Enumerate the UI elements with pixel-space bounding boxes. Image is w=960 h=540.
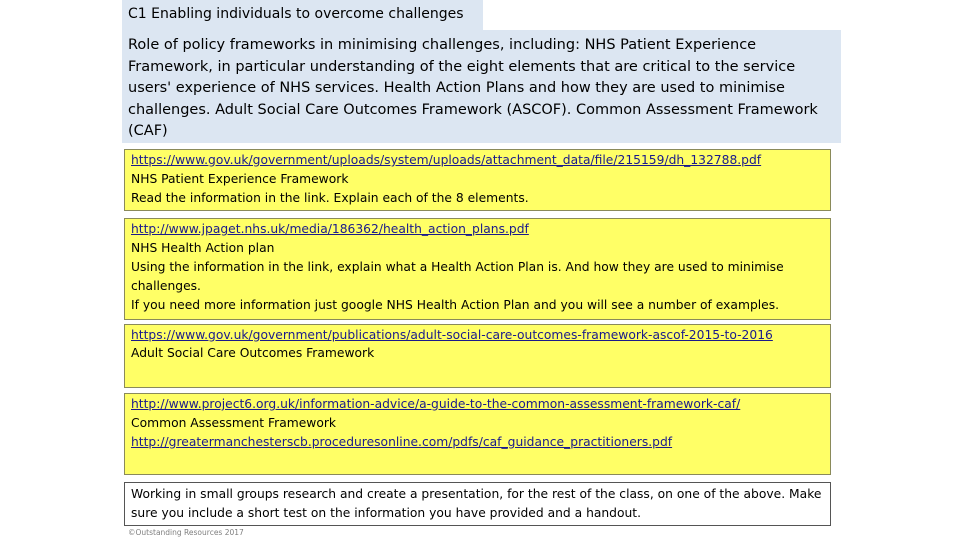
health-action-plan-instruction: Using the information in the link, explain what a Health Action Plan is. And how they are used to minimise challenges. bbox=[131, 260, 784, 293]
slide-title bbox=[122, 0, 483, 30]
slide-title-text: C1 Enabling individuals to overcome challenges bbox=[128, 6, 464, 22]
health-action-plan-link[interactable]: http://www.jpaget.nhs.uk/media/186362/health_action_plans.pdf bbox=[131, 222, 529, 236]
copyright-footer: ©Outstanding Resources 2017 bbox=[128, 528, 244, 537]
ascof-link[interactable]: https://www.gov.uk/government/publications/adult-social-care-outcomes-framework-ascof-2015-to-2016 bbox=[131, 328, 773, 342]
intro-box bbox=[122, 30, 841, 143]
health-action-plan-box bbox=[124, 218, 831, 320]
intro-text: Role of policy frameworks in minimising challenges, including: NHS Patient Experience Framework, in particular understanding of the eight elements that are critical to the service users' experience of NHS services. Health Action Plans and how they are used to minimise challenges. Adult Social Care Outcomes Framework (ASCOF). Common Assessment Framework (CAF) bbox=[128, 37, 818, 139]
caf-guidance-link[interactable]: http://greatermanchesterscb.proceduresonline.com/pdfs/caf_guidance_practitioners.pdf bbox=[131, 435, 673, 449]
ascof-box bbox=[124, 324, 831, 388]
caf-link[interactable]: http://www.project6.org.uk/information-advice/a-guide-to-the-common-assessment-framework-caf/ bbox=[131, 397, 741, 411]
task-text: Working in small groups research and create a presentation, for the rest of the class, on one of the above. Make sure you include a short test on the information you have provided and a handout. bbox=[131, 487, 822, 520]
patient-experience-box bbox=[124, 149, 831, 211]
health-action-plan-tip: If you need more information just google NHS Health Action Plan and you will see a number of examples. bbox=[131, 298, 780, 312]
patient-experience-heading: NHS Patient Experience Framework bbox=[131, 172, 349, 186]
health-action-plan-heading: NHS Health Action plan bbox=[131, 241, 275, 255]
patient-experience-instruction: Read the information in the link. Explain each of the 8 elements. bbox=[131, 191, 529, 205]
task-box bbox=[124, 482, 831, 526]
caf-heading: Common Assessment Framework bbox=[131, 416, 337, 430]
ascof-heading: Adult Social Care Outcomes Framework bbox=[131, 346, 375, 360]
patient-experience-link[interactable]: https://www.gov.uk/government/uploads/system/uploads/attachment_data/file/215159/dh_132788.pdf bbox=[131, 153, 762, 167]
caf-box bbox=[124, 393, 831, 475]
